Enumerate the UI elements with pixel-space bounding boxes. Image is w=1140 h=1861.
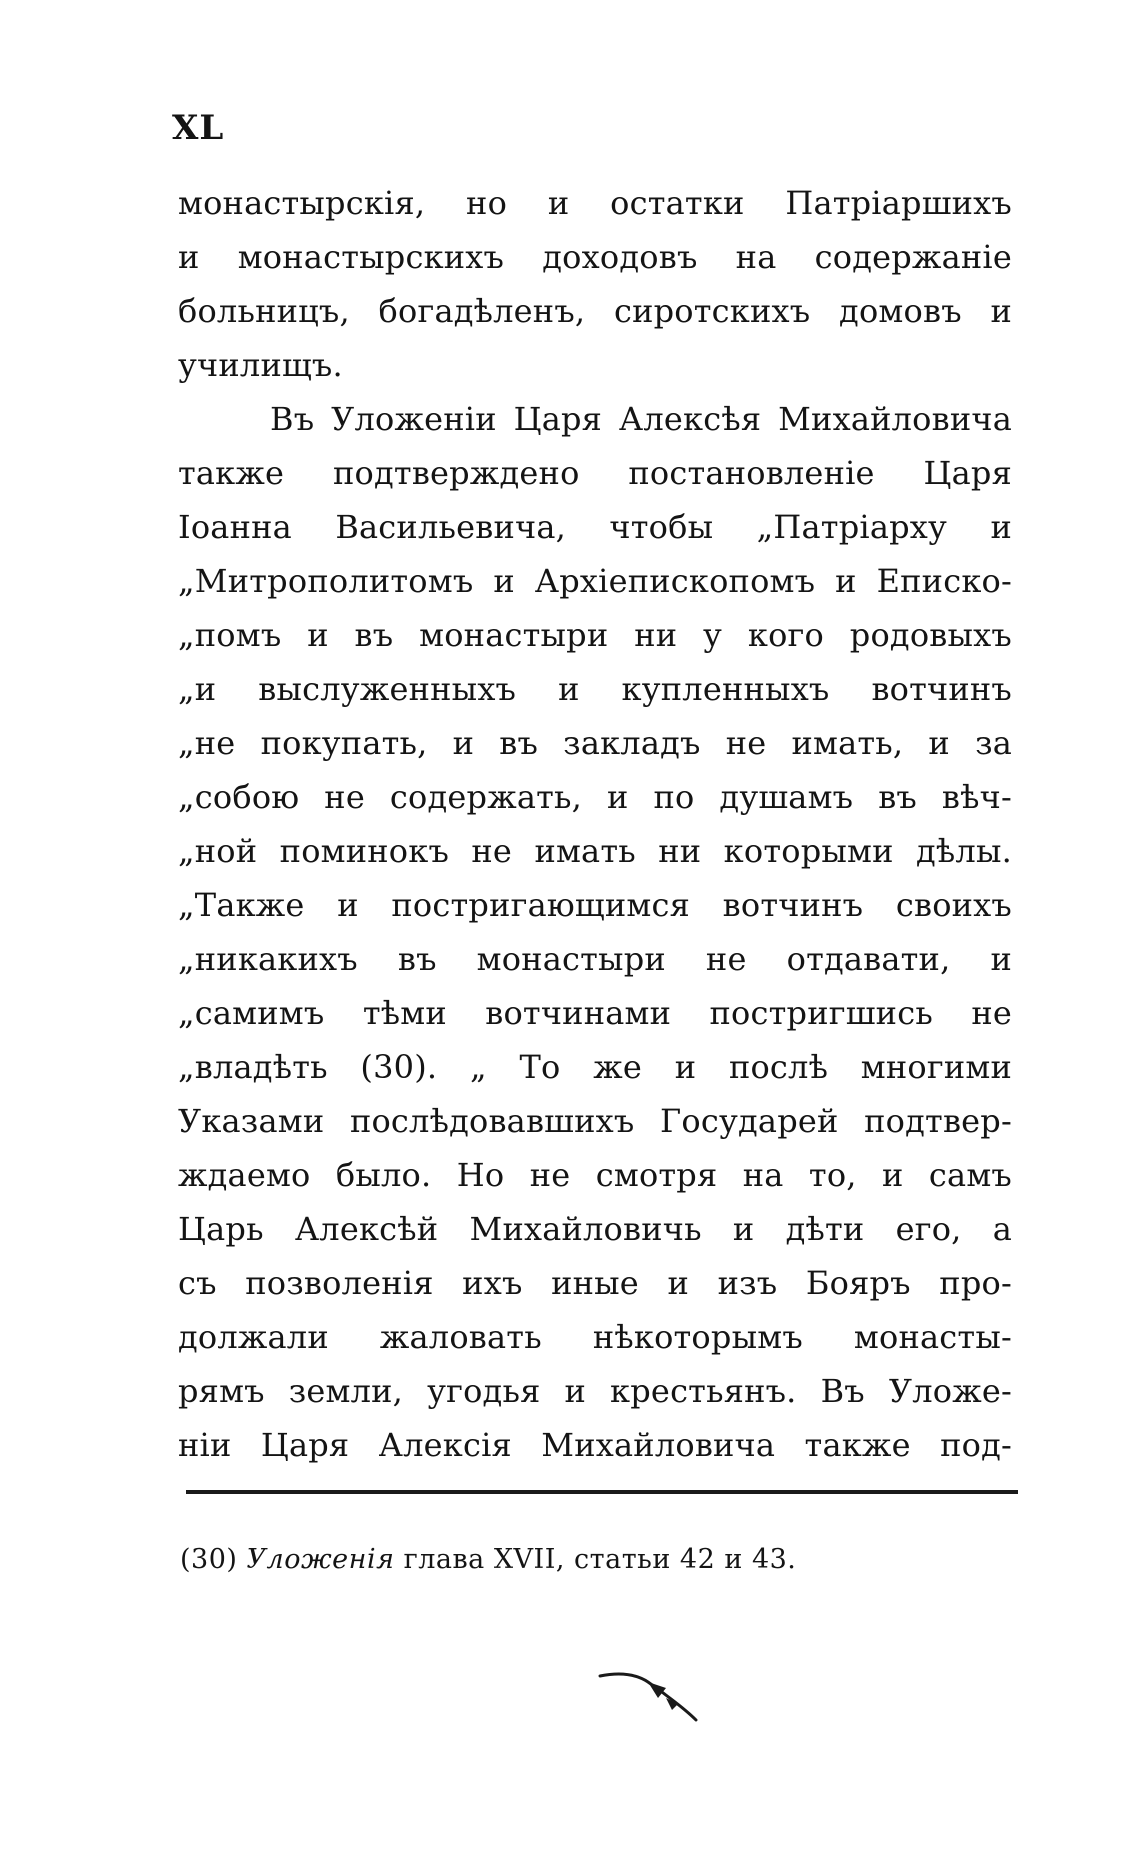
text-line: „ной поминокъ не имать ни которыми дѣлы.	[178, 832, 1012, 870]
text-line: Указами послѣдовавшихъ Государей подтвер-	[178, 1102, 1012, 1140]
text-line: „Митрополитомъ и Архіепископомъ и Еписко-	[178, 562, 1012, 600]
text-line: училищъ.	[178, 346, 343, 384]
text-line: и монастырскихъ доходовъ на содержаніе	[178, 238, 1012, 276]
text-line: должали жаловать нѣкоторымъ монасты-	[178, 1318, 1012, 1356]
footnote-source: Уложенія	[246, 1544, 395, 1575]
text-line: ждаемо было. Но не смотря на то, и самъ	[178, 1156, 1012, 1194]
text-line: больницъ, богадѣленъ, сиротскихъ домовъ и	[178, 292, 1012, 330]
decorative-tailpiece-icon	[596, 1668, 706, 1728]
text-line: „и выслуженныхъ и купленныхъ вотчинъ	[178, 670, 1012, 708]
text-line: „никакихъ въ монастыри не отдавати, и	[178, 940, 1012, 978]
footnote-marker: (30)	[180, 1544, 238, 1575]
footnote	[180, 1540, 796, 1580]
text-line: ніи Царя Алексія Михайловича также под-	[178, 1426, 1012, 1464]
footnote-divider	[186, 1490, 1018, 1494]
text-line: Іоанна Васильевича, чтобы „Патріарху и	[178, 508, 1012, 546]
paragraph-first-line: Въ Уложеніи Царя Алексѣя Михайловича	[270, 400, 1012, 438]
text-line: „владѣть (30). „ То же и послѣ многими	[178, 1048, 1012, 1086]
text-line: рямъ земли, угодья и крестьянъ. Въ Уложе-	[178, 1372, 1012, 1410]
text-line: „не покупать, и въ закладъ не имать, и за	[178, 724, 1012, 762]
page-number: XL	[172, 108, 225, 148]
text-line: „Также и постригающимся вотчинъ своихъ	[178, 886, 1012, 924]
footnote-reference: глава XVII, статьи 42 и 43.	[403, 1544, 797, 1575]
text-line: „собою не содержать, и по душамъ въ вѣч-	[178, 778, 1012, 816]
text-line: съ позволенія ихъ иные и изъ Бояръ про-	[178, 1264, 1012, 1302]
text-line: „самимъ тѣми вотчинами постригшись не	[178, 994, 1012, 1032]
text-line: „помъ и въ монастыри ни у кого родовыхъ	[178, 616, 1012, 654]
text-line: монастырскія, но и остатки Патріаршихъ	[178, 184, 1012, 222]
body-text	[178, 176, 1012, 1472]
text-line: также подтверждено постановленіе Царя	[178, 454, 1012, 492]
text-line: Царь Алексѣй Михайловичь и дѣти его, а	[178, 1210, 1012, 1248]
